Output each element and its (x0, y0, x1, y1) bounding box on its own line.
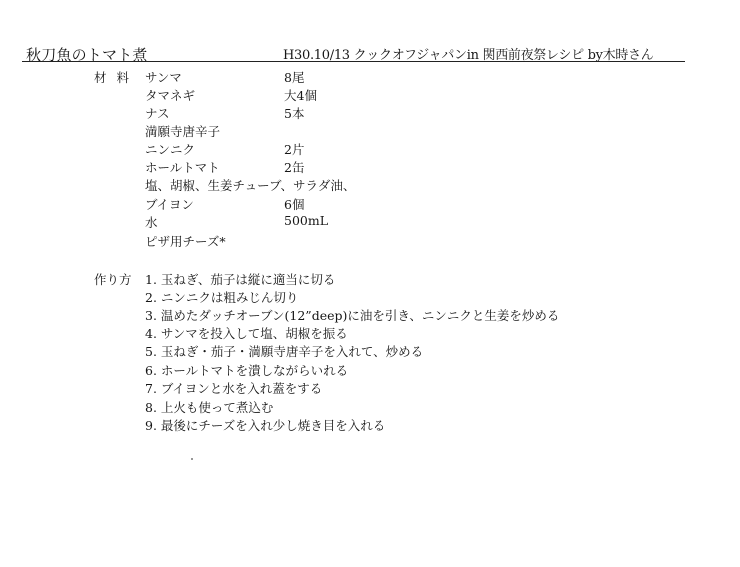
method-step: 7. ブイヨンと水を入れ蓋をする (145, 381, 323, 396)
ingredient-name: ピザ用チーズ* (145, 234, 226, 249)
ingredient-name: 満願寺唐辛子 (145, 124, 221, 139)
ingredient-quantity: 500mL (284, 213, 329, 228)
method-step: 8. 上火も使って煮込む (145, 400, 274, 415)
recipe-title: 秋刀魚のトマト煮 (26, 46, 148, 64)
ingredient-name: ニンニク (145, 142, 196, 157)
ingredient-name: ブイヨン (145, 197, 194, 212)
ingredient-name: タマネギ (145, 88, 196, 103)
method-step: 6. ホールトマトを潰しながらいれる (145, 363, 349, 378)
materials-label: 材 料 (94, 70, 132, 85)
header-divider (22, 61, 685, 62)
method-step: 4. サンマを投入して塩、胡椒を振る (145, 326, 348, 341)
recipe-subtitle: H30.10/13 クックオフジャパンin 関西前夜祭レシピ by木時さん (283, 48, 654, 63)
method-step: 1. 玉ねぎ、茄子は縦に適当に切る (145, 272, 336, 287)
method-step: 2. ニンニクは粗みじん切り (145, 290, 299, 305)
ingredient-quantity: 5本 (284, 106, 305, 121)
ingredient-quantity: 大4個 (284, 88, 317, 103)
method-label: 作り方 (94, 272, 132, 287)
ingredient-quantity: 2缶 (284, 160, 305, 175)
method-step: 3. 温めたダッチオーブン(12”deep)に油を引き、ニンニクと生姜を炒める (145, 308, 560, 323)
ingredient-name: 塩、胡椒、生姜チューブ、サラダ油、 (145, 178, 356, 193)
method-step: 9. 最後にチーズを入れ少し焼き目を入れる (145, 418, 386, 433)
method-step: 5. 玉ねぎ・茄子・満願寺唐辛子を入れて、炒める (145, 344, 424, 359)
ingredient-name: サンマ (145, 70, 182, 85)
ingredient-quantity: 8尾 (284, 70, 305, 85)
ingredient-name: ホールトマト (145, 160, 220, 175)
ingredient-quantity: 6個 (284, 197, 305, 212)
ingredient-quantity: 2片 (284, 142, 305, 157)
ingredient-name: ナス (145, 106, 170, 121)
ingredient-name: 水 (145, 215, 158, 230)
scan-speck (191, 458, 193, 460)
